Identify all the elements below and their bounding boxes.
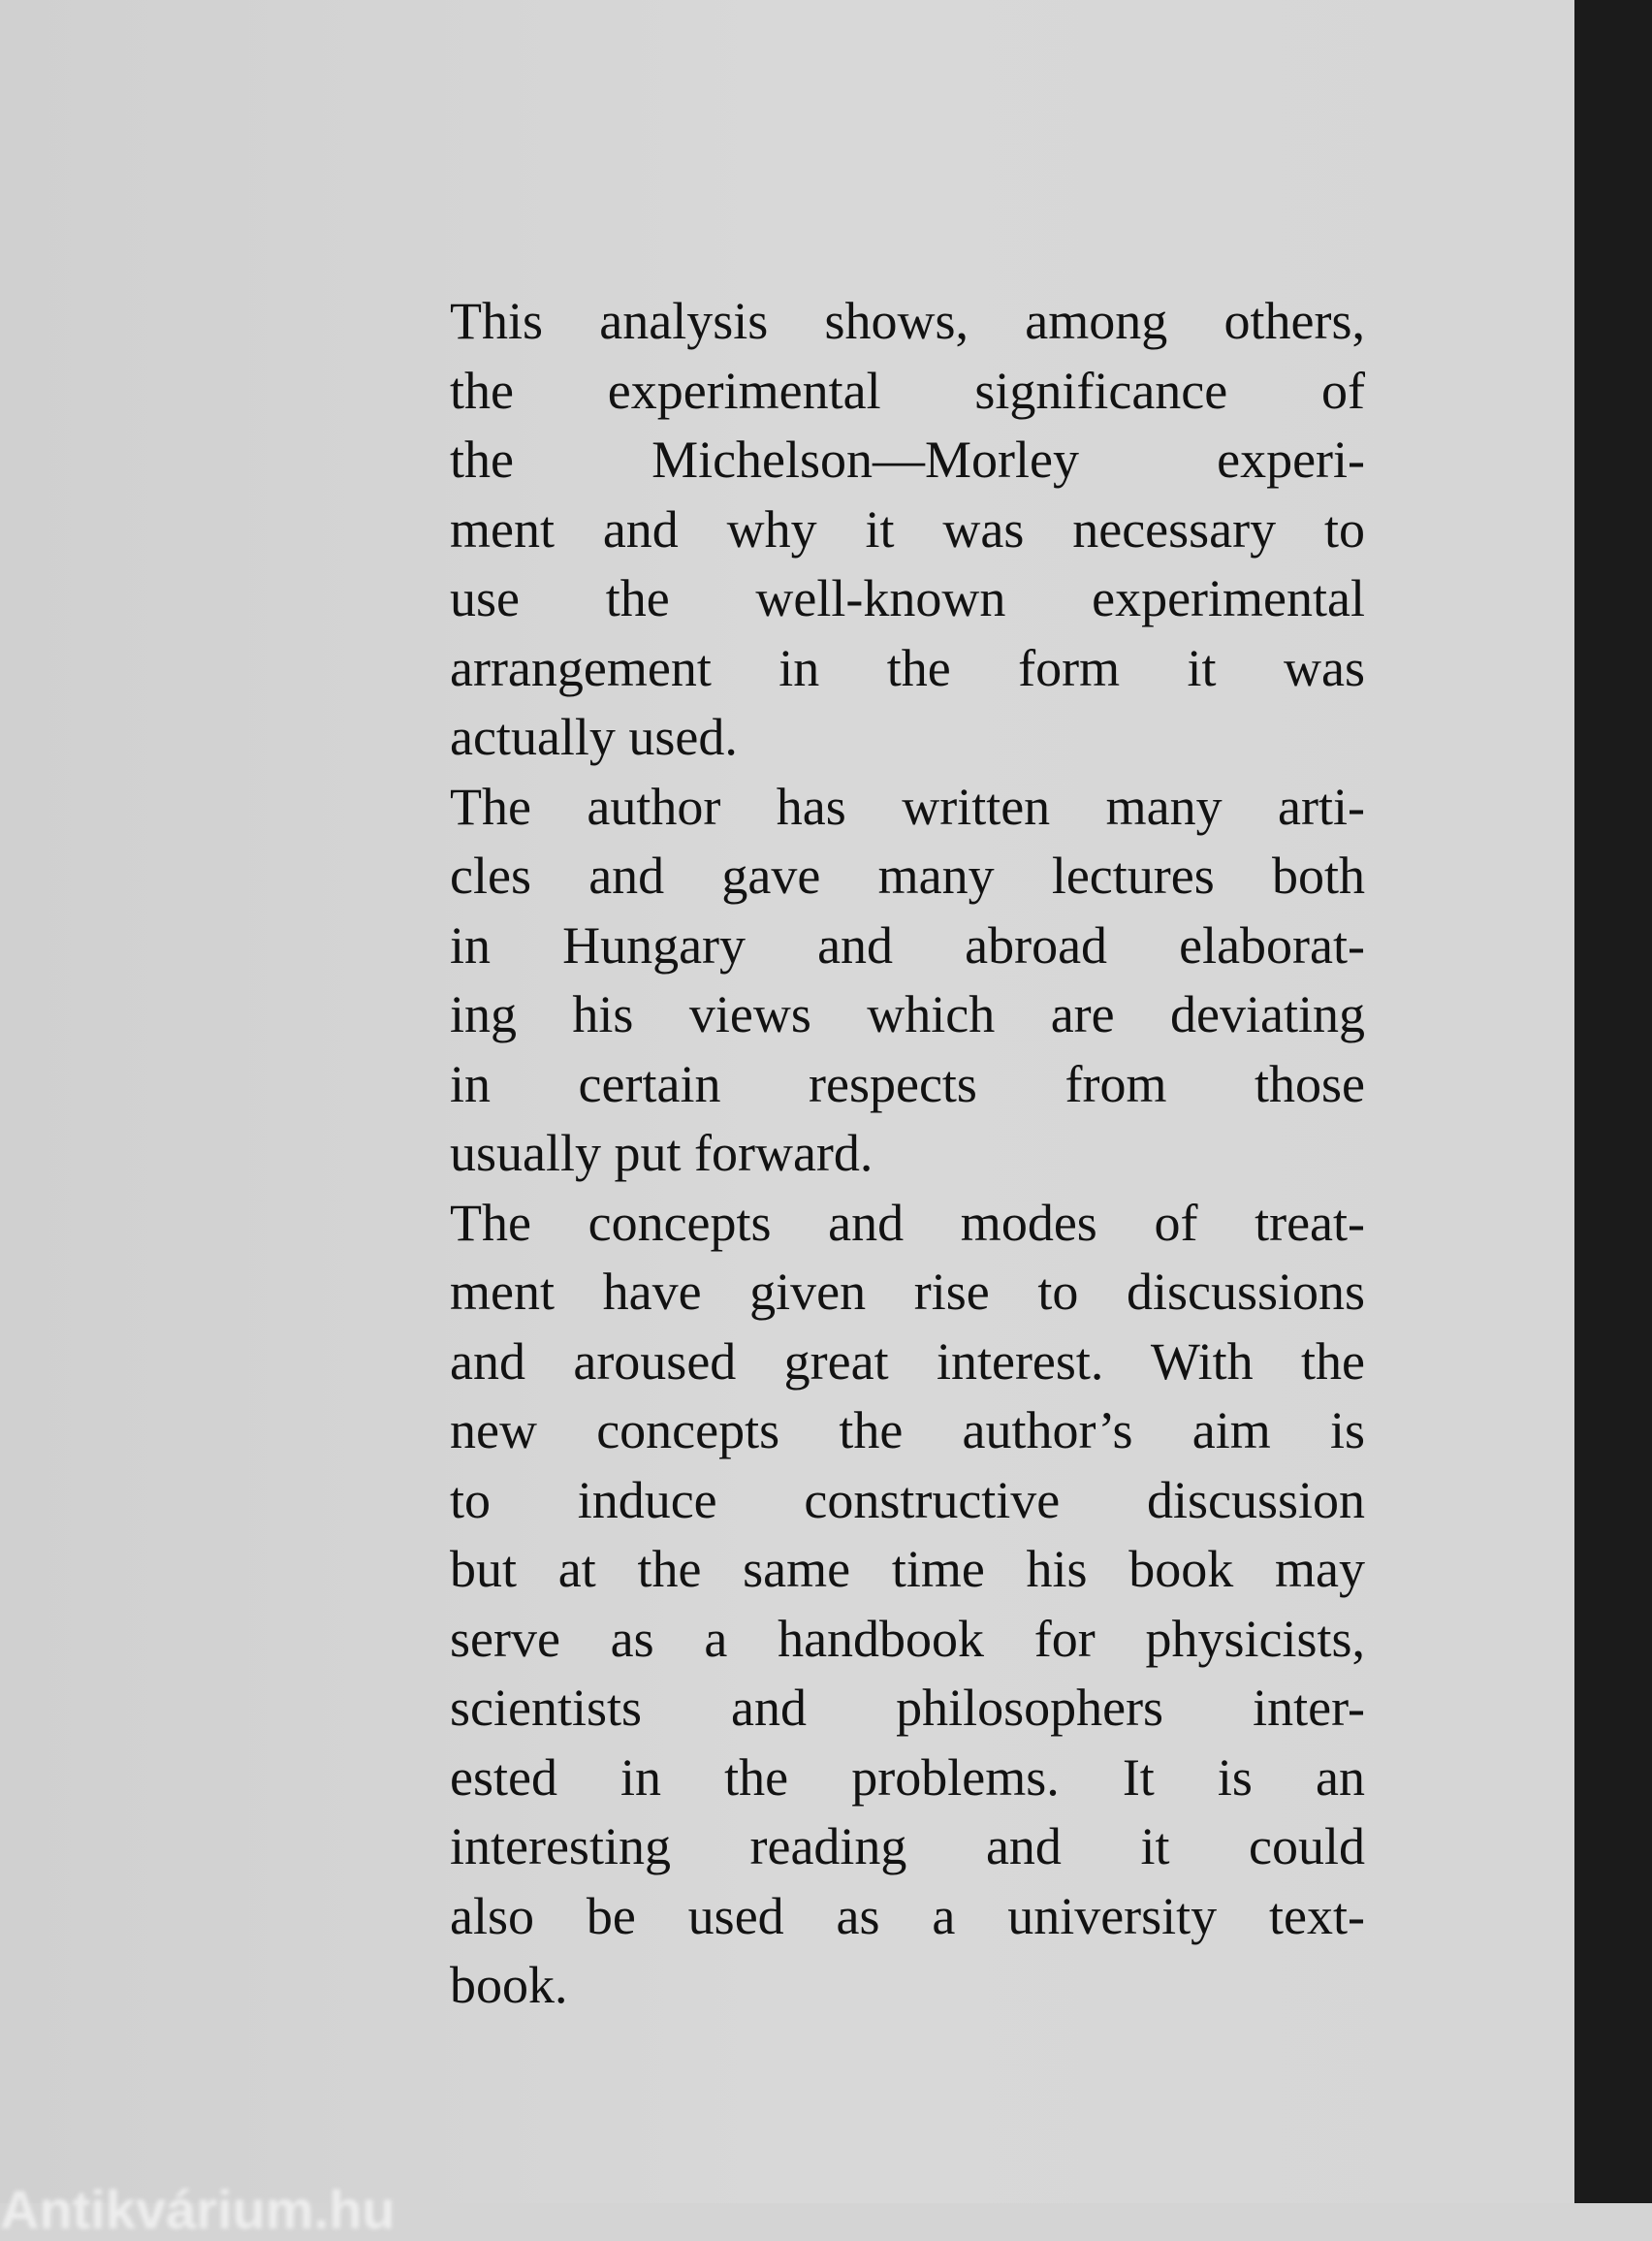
text-line: usually put forward. xyxy=(450,1124,874,1182)
text-line: also be used as a university text- xyxy=(450,1886,1365,1945)
paragraph xyxy=(450,773,1365,1189)
text-line: cles and gave many lectures both xyxy=(450,847,1365,905)
text-line: The concepts and modes of treat- xyxy=(450,1193,1365,1252)
text-line: the experimental significance of xyxy=(450,361,1365,420)
text-line: ment and why it was necessary to xyxy=(450,499,1365,559)
text-line: and aroused great interest. With the xyxy=(450,1331,1365,1391)
text-line: to induce constructive discussion xyxy=(450,1470,1365,1529)
text-line: book. xyxy=(450,1956,568,2014)
text-line: actually used. xyxy=(450,708,738,766)
text-line: ested in the problems. It is an xyxy=(450,1747,1365,1807)
text-line: use the well-known experimental xyxy=(450,569,1365,627)
text-line: interesting reading and it could xyxy=(450,1817,1365,1875)
text-line: scientists and philosophers inter- xyxy=(450,1679,1365,1737)
text-line: The author has written many arti- xyxy=(450,777,1365,836)
text-line: ment have given rise to discussions xyxy=(450,1263,1365,1321)
paragraph xyxy=(450,1189,1365,2021)
text-line: in Hungary and abroad elaborat- xyxy=(450,915,1365,975)
text-line: arrangement in the form it was xyxy=(450,638,1365,697)
text-line: in certain respects from those xyxy=(450,1054,1365,1113)
text-line: serve as a handbook for physicists, xyxy=(450,1609,1365,1668)
watermark: Antikvárium.hu xyxy=(0,2179,396,2240)
text-line: but at the same time his book may xyxy=(450,1540,1365,1598)
text-line: new concepts the author’s aim is xyxy=(450,1401,1365,1459)
text-line: the Michelson—Morley experi- xyxy=(450,431,1365,489)
book-spine xyxy=(1574,0,1652,2203)
text-line: This analysis shows, among others, xyxy=(450,292,1365,350)
text-line: ing his views which are deviating xyxy=(450,985,1365,1043)
paragraph xyxy=(450,287,1365,773)
body-text xyxy=(450,287,1365,2021)
